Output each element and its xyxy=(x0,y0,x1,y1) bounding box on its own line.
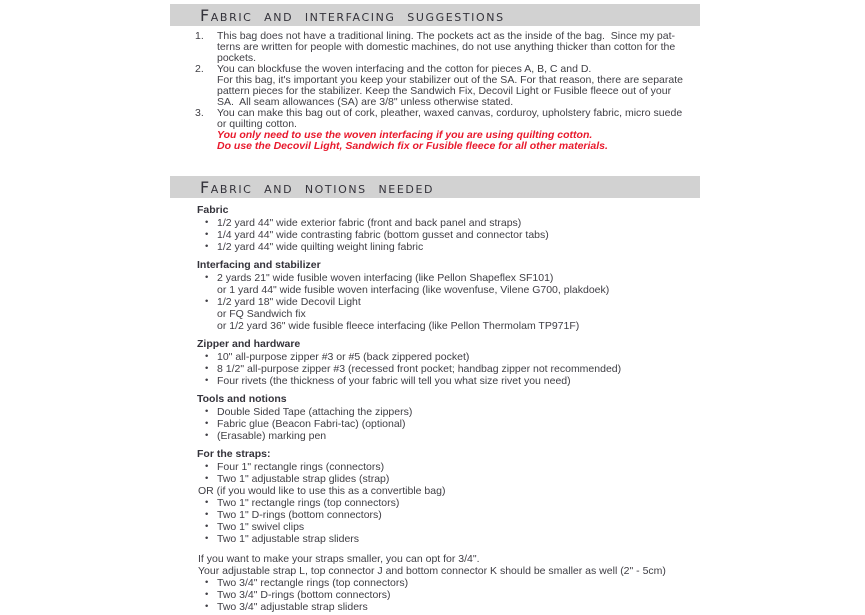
closing-line: Your adjustable strap L, top connector J and bottom connector K should be smaller as well (2" - 5cm) xyxy=(198,564,666,577)
bullet-icon: • xyxy=(205,577,209,588)
item-body xyxy=(217,108,699,152)
bullet-item xyxy=(205,497,687,509)
bullet-text: Four 1" rectangle rings (connectors) xyxy=(217,461,385,473)
bullet-item xyxy=(205,241,687,253)
bullet-item xyxy=(205,601,687,613)
bullet-text: 10" all-purpose zipper #3 or #5 (back zippered pocket) xyxy=(217,351,470,363)
bullet-item xyxy=(205,375,687,387)
continuation-line: or FQ Sandwich fix xyxy=(217,308,306,320)
bullet-text: 1/4 yard 44" wide contrasting fabric (bottom gusset and connector tabs) xyxy=(217,229,549,241)
item-number: 1. xyxy=(195,30,204,42)
subsection-heading-straps: For the straps: xyxy=(197,448,271,460)
section-header-fabric-interfacing xyxy=(170,4,700,26)
numbered-list xyxy=(170,31,700,152)
bullet-item xyxy=(205,217,687,229)
bullet-item xyxy=(205,521,687,533)
bullet-item xyxy=(205,406,687,418)
section-header-fabric-notions xyxy=(170,176,700,198)
subsection-heading-tools: Tools and notions xyxy=(197,393,287,405)
closing-paragraph xyxy=(170,554,700,613)
bullet-item xyxy=(205,589,687,601)
item-number: 3. xyxy=(195,107,204,119)
bullet-text: Double Sided Tape (attaching the zippers) xyxy=(217,406,413,418)
bullet-item xyxy=(205,430,687,442)
bullet-item xyxy=(205,296,687,308)
bullet-item xyxy=(205,461,687,473)
bullet-text: 1/2 yard 44" wide exterior fabric (front and back panel and straps) xyxy=(217,217,522,229)
bullet-item xyxy=(205,418,687,430)
bullet-item xyxy=(205,363,687,375)
bullet-text: 2 yards 21" wide fusible woven interfacing (like Pellon Shapeflex SF101) xyxy=(217,272,554,284)
bullet-text: 8 1/2" all-purpose zipper #3 (recessed front pocket; handbag zipper not recommended) xyxy=(217,363,622,375)
bullet-text: Two 1" D-rings (bottom connectors) xyxy=(217,509,382,521)
bullet-icon: • xyxy=(205,418,209,429)
text-line: You can make this bag out of cork, pleather, waxed canvas, corduroy, upholstery fabric, micro suede xyxy=(217,107,683,119)
or-line: OR (if you would like to use this as a convertible bag) xyxy=(198,485,446,497)
text-line: You can blockfuse the woven interfacing and the cotton for pieces A, B, C and D. xyxy=(217,63,592,75)
text-line: or quilting cotton. xyxy=(217,118,297,130)
warning-line: Do use the Decovil Light, Sandwich fix or Fusible fleece for all other materials. xyxy=(217,140,608,152)
bullet-text: 1/2 yard 44" wide quilting weight lining fabric xyxy=(217,241,424,253)
numbered-item xyxy=(170,31,700,64)
text-line: For this bag, it's important you keep your stabilizer out of the SA. For that reason, there are separate xyxy=(217,74,683,86)
bullet-icon: • xyxy=(205,473,209,484)
continuation-line: or 1 yard 44" wide fusible woven interfacing (like wovenfuse, Vilene G700, plakdoek) xyxy=(217,284,610,296)
bullet-icon: • xyxy=(205,589,209,600)
bullet-icon: • xyxy=(205,601,209,612)
bullet-icon: • xyxy=(205,351,209,362)
bullet-text: Two 1" adjustable strap glides (strap) xyxy=(217,473,390,485)
bullet-icon: • xyxy=(205,533,209,544)
subsection-heading-zipper: Zipper and hardware xyxy=(197,338,301,350)
bullet-icon: • xyxy=(205,430,209,441)
bullet-text: Two 1" adjustable strap sliders xyxy=(217,533,360,545)
doc-page xyxy=(170,0,700,613)
numbered-item xyxy=(170,108,700,152)
numbered-item xyxy=(170,64,700,108)
text-line: pattern pieces for the stabilizer. Keep the Sandwich Fix, Decovil Light or Fusible fleece out of your xyxy=(217,85,672,97)
subsection-heading-interfacing: Interfacing and stabilizer xyxy=(197,259,321,271)
bullet-icon: • xyxy=(205,229,209,240)
bullet-item xyxy=(205,351,687,363)
bullet-item xyxy=(205,577,687,589)
bullet-item xyxy=(205,473,687,485)
item-number: 2. xyxy=(195,63,204,75)
bullet-item xyxy=(205,229,687,241)
bullet-text: Two 3/4" rectangle rings (top connectors) xyxy=(217,577,409,589)
closing-line: If you want to make your straps smaller, you can opt for 3/4". xyxy=(198,553,480,565)
bullet-icon: • xyxy=(205,363,209,374)
bullet-text: Two 3/4" adjustable strap sliders xyxy=(217,601,368,613)
bullet-text: 1/2 yard 18" wide Decovil Light xyxy=(217,296,361,308)
bullet-text: Two 1" swivel clips xyxy=(217,521,305,533)
bullet-icon: • xyxy=(205,296,209,307)
text-line: SA. All seam allowances (SA) are 3/8" unless otherwise stated. xyxy=(217,96,514,108)
bullet-text: Two 3/4" D-rings (bottom connectors) xyxy=(217,589,391,601)
subsection-heading-fabric: Fabric xyxy=(197,204,229,216)
bullet-icon: • xyxy=(205,241,209,252)
warning-line: You only need to use the woven interfacing if you are using quilting cotton. xyxy=(217,129,593,141)
bullet-icon: • xyxy=(205,509,209,520)
bullet-icon: • xyxy=(205,217,209,228)
bullet-item xyxy=(205,533,687,545)
bullet-icon: • xyxy=(205,461,209,472)
continuation-line: or 1/2 yard 36" wide fusible fleece interfacing (like Pellon Thermolam TP971F) xyxy=(217,320,580,332)
bullet-icon: • xyxy=(205,406,209,417)
bullet-text: Two 1" rectangle rings (top connectors) xyxy=(217,497,400,509)
bullet-text: Fabric glue (Beacon Fabri-tac) (optional) xyxy=(217,418,406,430)
bullet-item xyxy=(205,509,687,521)
bullet-icon: • xyxy=(205,497,209,508)
bullet-item xyxy=(205,272,687,284)
bullet-icon: • xyxy=(205,375,209,386)
bullet-text: (Erasable) marking pen xyxy=(217,430,327,442)
bullet-icon: • xyxy=(205,272,209,283)
section-title: Fabric and interfacing suggestions xyxy=(200,5,505,25)
section-title: Fabric and notions needed xyxy=(200,177,435,197)
item-body xyxy=(217,64,699,108)
text-line: pockets. xyxy=(217,52,257,64)
text-line: This bag does not have a traditional lining. The pockets act as the inside of the bag. Since my pat- xyxy=(217,30,675,42)
text-line: terns are written for people with domestic machines, do not use anything thicker than cotton for the xyxy=(217,41,676,53)
bullet-text: Four rivets (the thickness of your fabric will tell you what size rivet you need) xyxy=(217,375,571,387)
bullet-icon: • xyxy=(205,521,209,532)
item-body xyxy=(217,31,699,64)
